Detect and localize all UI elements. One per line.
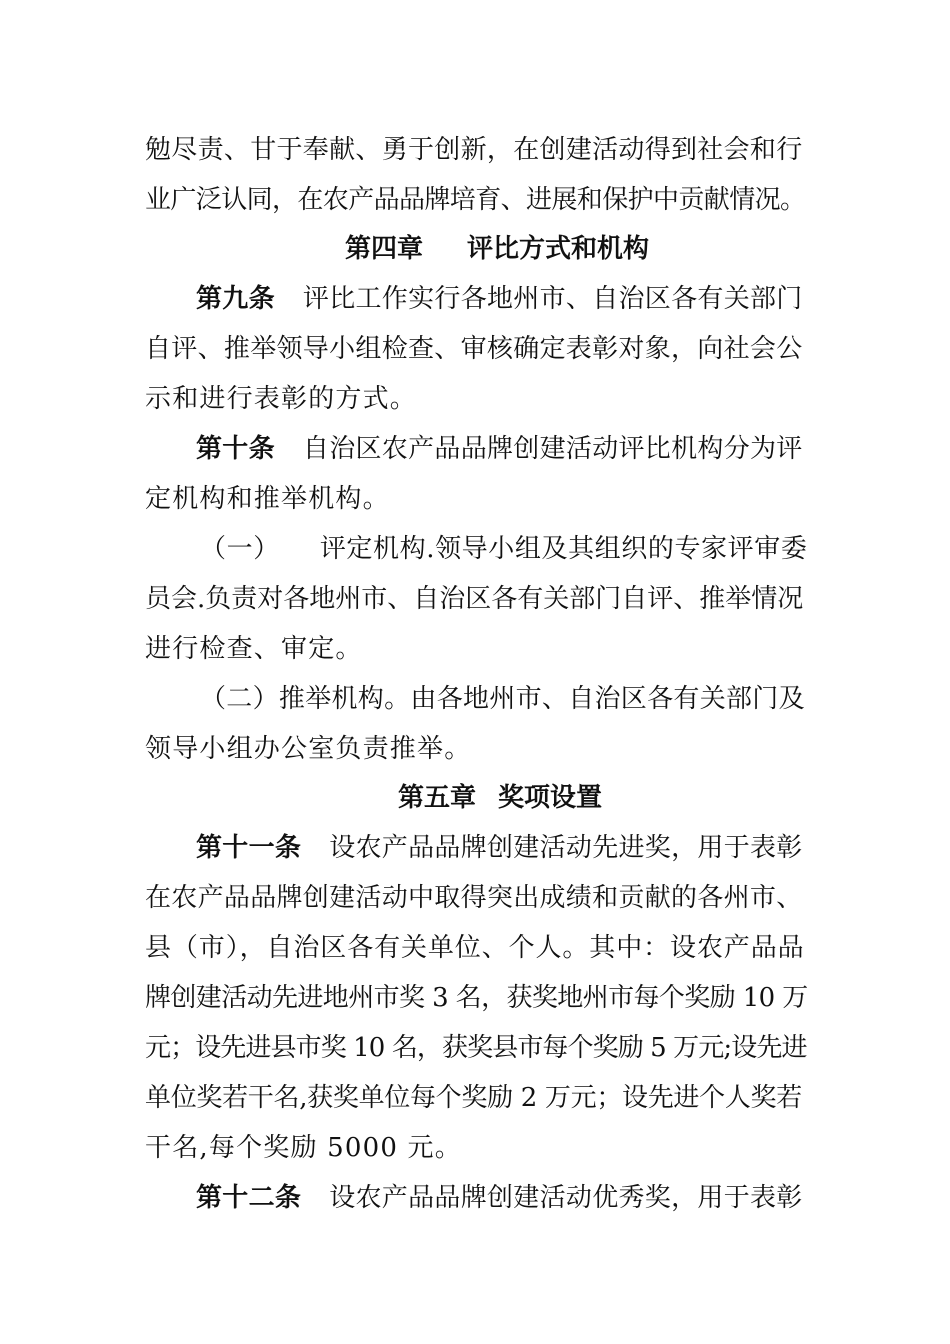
article-label: 第十二条 [196, 1183, 302, 1213]
chapter-title: 评比方式和机构 [467, 234, 650, 264]
article-line [196, 424, 803, 474]
chapter-heading [398, 773, 602, 823]
article-line [196, 1173, 803, 1223]
item-text: 评定机构.领导小组及其组织的专家评审委 [319, 534, 808, 564]
item-line [200, 524, 807, 574]
paragraph-line: 在农产品品牌创建活动中取得突出成绩和贡献的各州市、 [145, 883, 803, 913]
article-label: 第九条 [196, 284, 275, 314]
chapter-number: 第四章 [345, 234, 424, 264]
paragraph-line: 单位奖若干名,获奖单位每个奖励 2 万元；设先进个人奖若 [145, 1083, 802, 1113]
chapter-number: 第五章 [398, 783, 477, 813]
paragraph-line: 勉尽责、甘于奉献、勇于创新，在创建活动得到社会和行 [145, 135, 803, 165]
article-label: 第十条 [196, 434, 275, 464]
paragraph-line: 自评、推举领导小组检查、审核确定表彰对象，向社会公 [145, 334, 803, 364]
paragraph-line: 进行检查、审定。 [145, 634, 363, 664]
paragraph-line: 元；设先进县市奖 10 名，获奖县市每个奖励 5 万元;设先进 [145, 1033, 807, 1063]
paragraph-line: 定机构和推举机构。 [145, 484, 390, 514]
item-mark: （一） [200, 534, 280, 564]
article-text: 评比工作实行各地州市、自治区各有关部门 [302, 284, 803, 314]
article-text: 设农产品品牌创建活动先进奖，用于表彰 [329, 833, 803, 863]
paragraph-line: 牌创建活动先进地州市奖 3 名，获奖地州市每个奖励 10 万 [145, 983, 808, 1013]
paragraph-line: 员会.负责对各地州市、自治区各有关部门自评、推举情况 [145, 584, 804, 614]
item-line: （二）推举机构。由各地州市、自治区各有关部门及 [200, 684, 805, 714]
article-line [196, 823, 803, 873]
chapter-heading [345, 224, 649, 274]
paragraph-line: 县（市），自治区各有关单位、个人。其中：设农产品品 [145, 933, 805, 963]
article-text: 设农产品品牌创建活动优秀奖，用于表彰 [329, 1183, 803, 1213]
paragraph-line: 业广泛认同，在农产品品牌培育、进展和保护中贡献情况。 [145, 185, 806, 215]
article-line [196, 274, 803, 324]
paragraph-line: 领导小组办公室负责推举。 [145, 734, 472, 764]
paragraph-line: 干名,每个奖励 5000 元。 [145, 1133, 462, 1163]
chapter-title: 奖项设置 [498, 783, 603, 813]
article-label: 第十一条 [196, 833, 302, 863]
article-text: 自治区农产品品牌创建活动评比机构分为评 [302, 434, 803, 464]
paragraph-line: 示和进行表彰的方式。 [145, 384, 418, 414]
